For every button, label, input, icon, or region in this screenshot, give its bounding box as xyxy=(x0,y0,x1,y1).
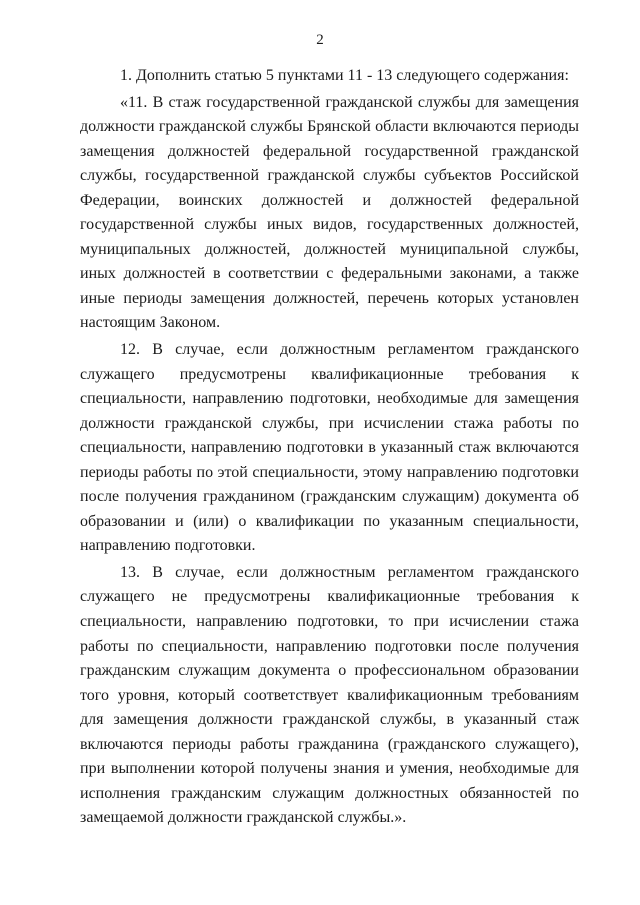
page-number: 2 xyxy=(316,32,324,48)
clause-13-paragraph: 13. В случае, если должностным регламентом гражданского служащего не предусмотрены квалификационные требования к специальности, направлению подготовки, то при исчислении стажа работы по специальности, направлению подготовки после получения гражданским служащим документа о профессиональном образовании того уровня, который соответствует квалификационным требованиям для замещения должности гражданской службы, в указанный стаж включаются периоды работы гражданина (гражданского служащего), при выполнении которой получены знания и умения, необходимые для исполнения гражданским служащим должностных обязанностей по замещаемой должности гражданской службы.». xyxy=(80,563,579,827)
document-body xyxy=(80,64,579,831)
amendment-intro-paragraph: 1. Дополнить статью 5 пунктами 11 - 13 следующего содержания: xyxy=(120,67,569,84)
clause-12-paragraph: 12. В случае, если должностным регламентом гражданского служащего предусмотрены квалификационные требования к специальности, направлению подготовки, необходимые для замещения должности гражданской службы, при исчислении стажа работы по специальности, направлению подготовки в указанный стаж включаются периоды работы по этой специальности, этому направлению подготовки после получения гражданином (гражданским служащим) документа об образовании и (или) о квалификации по указанным специальности, направлению подготовки. xyxy=(80,341,579,555)
clause-11-paragraph: «11. В стаж государственной гражданской службы для замещения должности гражданской службы Брянской области включаются периоды замещения должностей федеральной государственной гражданской службы, государственной гражданской службы субъектов Российской Федерации, воинских должностей и должностей федеральной государственной службы иных видов, государственных должностей, муниципальных должностей, должностей муниципальной службы, иных должностей в соответствии с федеральными законами, а также иные периоды замещения должностей, перечень которых установлен настоящим Законом. xyxy=(80,93,579,332)
